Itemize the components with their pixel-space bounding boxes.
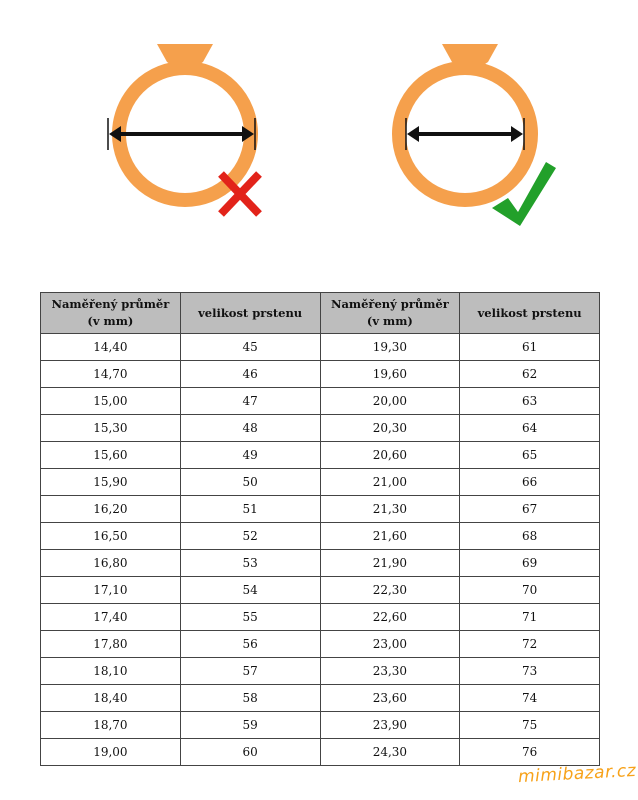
table-row [41, 442, 600, 469]
table-row [41, 712, 600, 739]
size-cell: 65 [460, 442, 600, 469]
table-row [41, 631, 600, 658]
diameter-cell: 14,70 [41, 361, 181, 388]
diameter-cell: 19,00 [41, 739, 181, 766]
table-row [41, 388, 600, 415]
table-header-row [41, 293, 600, 334]
table-row [41, 469, 600, 496]
size-cell: 48 [180, 415, 320, 442]
size-cell: 68 [460, 523, 600, 550]
size-cell: 66 [460, 469, 600, 496]
diameter-cell: 23,60 [320, 685, 460, 712]
size-cell: 59 [180, 712, 320, 739]
size-cell: 74 [460, 685, 600, 712]
diameter-cell: 15,30 [41, 415, 181, 442]
diameter-cell: 15,00 [41, 388, 181, 415]
size-cell: 67 [460, 496, 600, 523]
size-cell: 71 [460, 604, 600, 631]
measure-arrow-icon [406, 118, 524, 150]
table-row [41, 496, 600, 523]
diameter-cell: 24,30 [320, 739, 460, 766]
diameter-cell: 19,30 [320, 334, 460, 361]
diameter-cell: 20,00 [320, 388, 460, 415]
diameter-cell: 23,00 [320, 631, 460, 658]
size-cell: 60 [180, 739, 320, 766]
ring-size-table [40, 292, 600, 766]
watermark: mimibazar.cz [517, 760, 637, 788]
size-cell: 55 [180, 604, 320, 631]
diameter-cell: 16,20 [41, 496, 181, 523]
diameter-cell: 16,50 [41, 523, 181, 550]
table-row [41, 523, 600, 550]
diameter-cell: 23,30 [320, 658, 460, 685]
diameter-cell: 20,30 [320, 415, 460, 442]
ring-wrong-measurement [85, 30, 285, 230]
diameter-cell: 20,60 [320, 442, 460, 469]
size-cell: 50 [180, 469, 320, 496]
diameter-cell: 15,90 [41, 469, 181, 496]
size-cell: 54 [180, 577, 320, 604]
size-cell: 69 [460, 550, 600, 577]
diameter-cell: 17,10 [41, 577, 181, 604]
diameter-cell: 22,30 [320, 577, 460, 604]
table-body [41, 334, 600, 766]
diameter-cell: 17,40 [41, 604, 181, 631]
diameter-cell: 22,60 [320, 604, 460, 631]
size-cell: 63 [460, 388, 600, 415]
measure-arrow-icon [108, 118, 255, 150]
diameter-cell: 23,90 [320, 712, 460, 739]
table-row [41, 334, 600, 361]
size-cell: 62 [460, 361, 600, 388]
diameter-cell: 18,40 [41, 685, 181, 712]
size-cell: 56 [180, 631, 320, 658]
size-cell: 53 [180, 550, 320, 577]
diameter-cell: 15,60 [41, 442, 181, 469]
size-cell: 49 [180, 442, 320, 469]
diameter-cell: 19,60 [320, 361, 460, 388]
diameter-cell: 18,70 [41, 712, 181, 739]
size-cell: 45 [180, 334, 320, 361]
ring-correct-measurement [370, 30, 570, 230]
header-size: velikost prstenu [460, 293, 600, 334]
diameter-cell: 14,40 [41, 334, 181, 361]
table-row [41, 577, 600, 604]
size-cell: 76 [460, 739, 600, 766]
size-cell: 72 [460, 631, 600, 658]
size-cell: 58 [180, 685, 320, 712]
header-diameter: Naměřený průměr (v mm) [41, 293, 181, 334]
size-cell: 51 [180, 496, 320, 523]
table-row [41, 739, 600, 766]
ring-illustrations [0, 0, 638, 260]
size-cell: 73 [460, 658, 600, 685]
diameter-cell: 16,80 [41, 550, 181, 577]
header-diameter: Naměřený průměr (v mm) [320, 293, 460, 334]
size-cell: 61 [460, 334, 600, 361]
header-size: velikost prstenu [180, 293, 320, 334]
size-cell: 52 [180, 523, 320, 550]
diameter-cell: 21,00 [320, 469, 460, 496]
size-cell: 75 [460, 712, 600, 739]
table-row [41, 658, 600, 685]
table-row [41, 604, 600, 631]
table-row [41, 685, 600, 712]
diameter-cell: 21,90 [320, 550, 460, 577]
diameter-cell: 21,60 [320, 523, 460, 550]
size-cell: 47 [180, 388, 320, 415]
size-cell: 57 [180, 658, 320, 685]
table-row [41, 550, 600, 577]
table-row [41, 415, 600, 442]
size-cell: 64 [460, 415, 600, 442]
diameter-cell: 18,10 [41, 658, 181, 685]
size-cell: 46 [180, 361, 320, 388]
table-row [41, 361, 600, 388]
size-cell: 70 [460, 577, 600, 604]
diameter-cell: 17,80 [41, 631, 181, 658]
diameter-cell: 21,30 [320, 496, 460, 523]
